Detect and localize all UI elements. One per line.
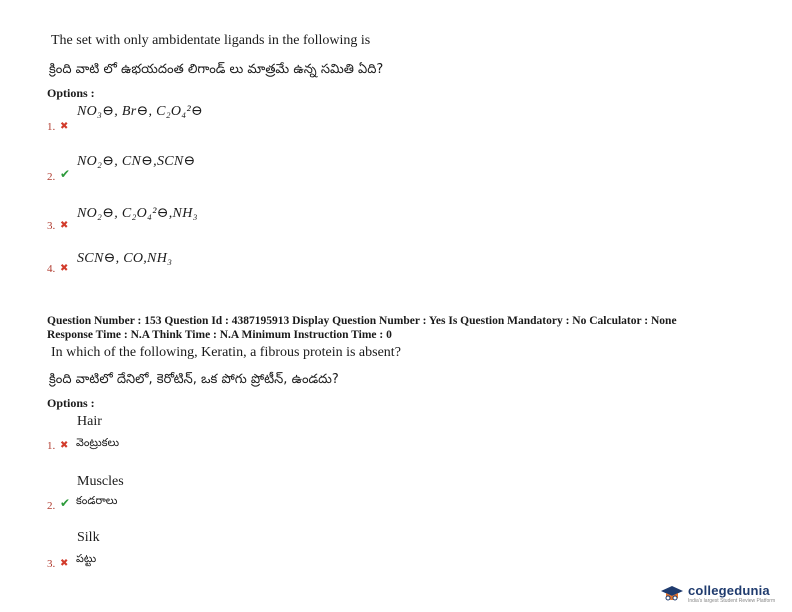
option-text: NO₂⊖, C₂O₄²⊖,NH₃ (77, 206, 198, 221)
option-number: 1. (47, 440, 56, 452)
collegedunia-logo (660, 583, 775, 604)
question-2-stem-en: In which of the following, Keratin, a fibrous protein is absent? (51, 345, 401, 360)
question-1-options-label: Options : (47, 86, 95, 100)
option-number: 4. (47, 263, 56, 275)
question-1-stem-te: క్రింది వాటి లో ఉభయదంత లిగాండ్ లు మాత్రమే ఉన్న సమితి ఏది? (49, 62, 384, 77)
option-text-en: Silk (77, 530, 100, 545)
cross-icon: ✖ (60, 220, 69, 231)
question-1-stem-en: The set with only ambidentate ligands in the following is (51, 33, 371, 48)
question-2-stem-te: క్రింది వాటిలో దేనిలో, కెరోటిన్, ఒక పోగు ప్రోటీన్, ఉండదు? (49, 372, 339, 387)
option-text-te: పట్టు (76, 552, 97, 565)
check-icon: ✔ (60, 167, 71, 181)
option-text-en: Hair (77, 414, 102, 429)
graduation-cap-icon (660, 585, 684, 603)
option-number: 3. (47, 220, 56, 232)
logo-tagline: India's largest Student Review Platform (688, 598, 776, 604)
cross-icon: ✖ (60, 558, 69, 569)
option-number: 1. (47, 121, 56, 133)
question-2-options-label: Options : (47, 396, 95, 410)
question-metadata-line-2: Response Time : N.A Think Time : N.A Minimum Instruction Time : 0 (47, 329, 392, 341)
question-metadata-line-1: Question Number : 153 Question Id : 4387195913 Display Question Number : Yes Is Question Mandatory : No Calculator : None (47, 315, 677, 327)
option-text-te: వెంట్రుకలు (76, 436, 120, 449)
option-number: 2. (47, 171, 56, 183)
option-text-te: కండరాలు (76, 494, 118, 507)
option-number: 3. (47, 558, 56, 570)
cross-icon: ✖ (60, 121, 69, 132)
option-text-en: Muscles (77, 474, 124, 489)
logo-name: collegedunia (688, 583, 770, 598)
option-text: SCN⊖, CO,NH₃ (77, 251, 173, 266)
option-text: NO₃⊖, Br⊖, C₂O₄²⊖ (77, 104, 203, 119)
option-text: NO₂⊖, CN⊖,SCN⊖ (77, 154, 196, 169)
cross-icon: ✖ (60, 263, 69, 274)
option-number: 2. (47, 500, 56, 512)
check-icon: ✔ (60, 496, 71, 510)
cross-icon: ✖ (60, 440, 69, 451)
